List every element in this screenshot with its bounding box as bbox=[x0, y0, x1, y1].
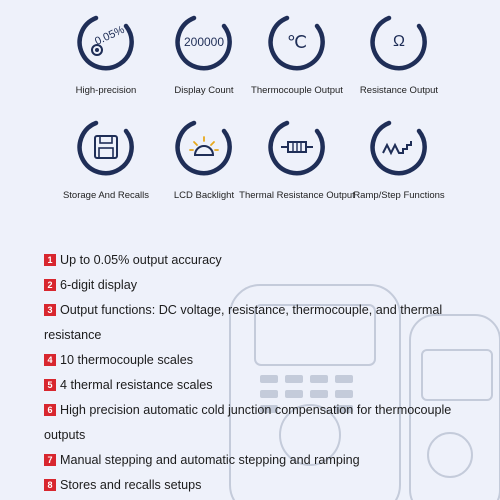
feature-label: High-precision bbox=[75, 85, 137, 96]
list-item-text: 10 thermocouple scales bbox=[60, 353, 194, 367]
precision-text: 0.05% bbox=[93, 23, 127, 48]
feature-label: LCD Backlight bbox=[173, 190, 235, 201]
list-item bbox=[0, 298, 474, 348]
floppy-disk-icon bbox=[76, 117, 136, 177]
number-badge: 7 bbox=[44, 454, 56, 466]
feature-label: Display Count bbox=[174, 85, 234, 96]
celsius-text: ℃ bbox=[286, 31, 308, 52]
list-item bbox=[44, 273, 474, 298]
number-badge: 1 bbox=[44, 254, 56, 266]
feature-label: Storage And Recalls bbox=[62, 190, 150, 201]
number-badge: 8 bbox=[44, 479, 56, 491]
list-item bbox=[44, 373, 474, 398]
number-badge: 5 bbox=[44, 379, 56, 391]
number-badge: 6 bbox=[44, 404, 56, 416]
feature-ramp-step bbox=[337, 117, 461, 201]
feature-label: Resistance Output bbox=[359, 85, 439, 96]
list-item bbox=[44, 473, 474, 498]
list-item-text: Stores and recalls setups bbox=[60, 478, 202, 492]
list-item-text: 6-digit display bbox=[60, 278, 138, 292]
display-count-text: 200000 bbox=[183, 35, 225, 49]
feature-resistance-output bbox=[337, 12, 461, 96]
feature-label: Thermal Resistance Output bbox=[239, 190, 355, 201]
feature-label: Thermocouple Output bbox=[251, 85, 343, 96]
number-badge: 3 bbox=[44, 304, 56, 316]
feature-label: Ramp/Step Functions bbox=[353, 190, 445, 201]
list-item-text: High precision automatic cold junction compensation for thermocouple outputs bbox=[44, 403, 452, 442]
list-item bbox=[44, 448, 474, 473]
ohm-text: Ω bbox=[393, 33, 405, 50]
resistor-icon bbox=[267, 117, 327, 177]
list-item bbox=[44, 348, 474, 373]
list-item bbox=[44, 248, 474, 273]
number-badge: 2 bbox=[44, 279, 56, 291]
list-item bbox=[44, 398, 474, 448]
number-badge: 4 bbox=[44, 354, 56, 366]
step-wave-icon bbox=[369, 117, 429, 177]
list-item-text: Output functions: DC voltage, resistance, thermocouple, and thermal resistance bbox=[44, 303, 443, 342]
list-item-text: Manual stepping and automatic stepping and ramping bbox=[60, 453, 360, 467]
list-item-text: Up to 0.05% output accuracy bbox=[60, 253, 222, 267]
feature-bullet-list bbox=[44, 248, 474, 498]
list-item-text: 4 thermal resistance scales bbox=[60, 378, 213, 392]
light-bulb-icon bbox=[174, 117, 234, 177]
